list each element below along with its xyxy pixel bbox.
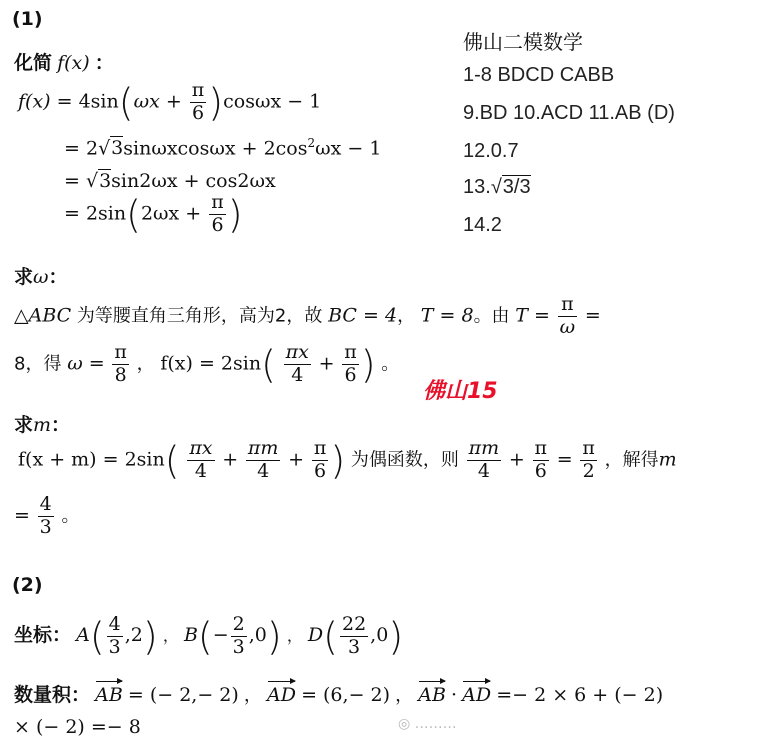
answers-title: 佛山二模数学 [463,30,583,54]
m-line-2: = $\frac{4}{3}$ 。 [14,493,80,538]
watermark: ◎ ……… [398,716,457,732]
m-line-1: f(x + m) = 2sin( $\frac{\pi x}{4}$ + $\frac{\pi m}{4}$ + $\frac{\pi}{6}$ ) 为偶函数，则 $\frac{\pi m}{4}$ + $\frac{\pi}{6}$ = $\frac{\pi}{2}$ ，解得m [18,437,677,483]
answers-line-3: 12.0.7 [463,140,519,162]
wechat-like-icon: ◎ [398,716,411,732]
dot-product-line-1: 数量积： AB = (− 2,− 2) ， AD = (6,− 2) ， AB · AD =− 2 × 6 + (− 2) [14,684,664,706]
answers-line-4: 13.√3/3 [463,176,531,198]
simplify-heading: 化简 f(x) ： [14,52,114,74]
equation-line-4: = 2sin(2ωx + $\frac{\pi}{6}$ ) [64,191,243,237]
answers-line-2: 9.BD 10.ACD 11.AB (D) [463,102,675,124]
omega-line-2: 8，得 ω = $\frac{\pi}{8}$ ， f(x) = 2sin( $\frac{\pi x}{4}$ + $\frac{\pi}{6}$ ) 。 [14,341,400,387]
part2-label: (2) [12,574,43,596]
omega-line-1: △ABC 为等腰直角三角形，高为2，故 BC = 4， T = 8。由 T = $\frac{\pi}{\omega}$ = [14,293,601,338]
equation-line-3: = √3sin2ωx + cos2ωx [64,170,276,192]
equation-line-1: f(x) = 4sin(ωx + $\frac{\pi}{6}$ )cosωx − 1 [18,79,322,125]
watermark-stamp: 佛山15 [423,379,498,404]
m-heading: 求m： [14,414,71,436]
coords-line: 坐标： A( $\frac{4}{3}$ ,2) ， B(− $\frac{2}{3}$ ,0) ， D( $\frac{22}{3}$ ,0) [14,613,404,659]
omega-heading: 求ω： [14,266,68,288]
equation-line-2: = $2√3\sin\omega xcos\omega x + 2\cos^2\omega x - 1$ [64,136,382,160]
answers-line-5: 14.2 [463,214,502,236]
dot-product-line-2: × (− 2) =− 8 [14,716,141,738]
answers-line-1: 1-8 BDCD CABB [463,64,615,86]
part1-label: (1) [12,8,43,30]
